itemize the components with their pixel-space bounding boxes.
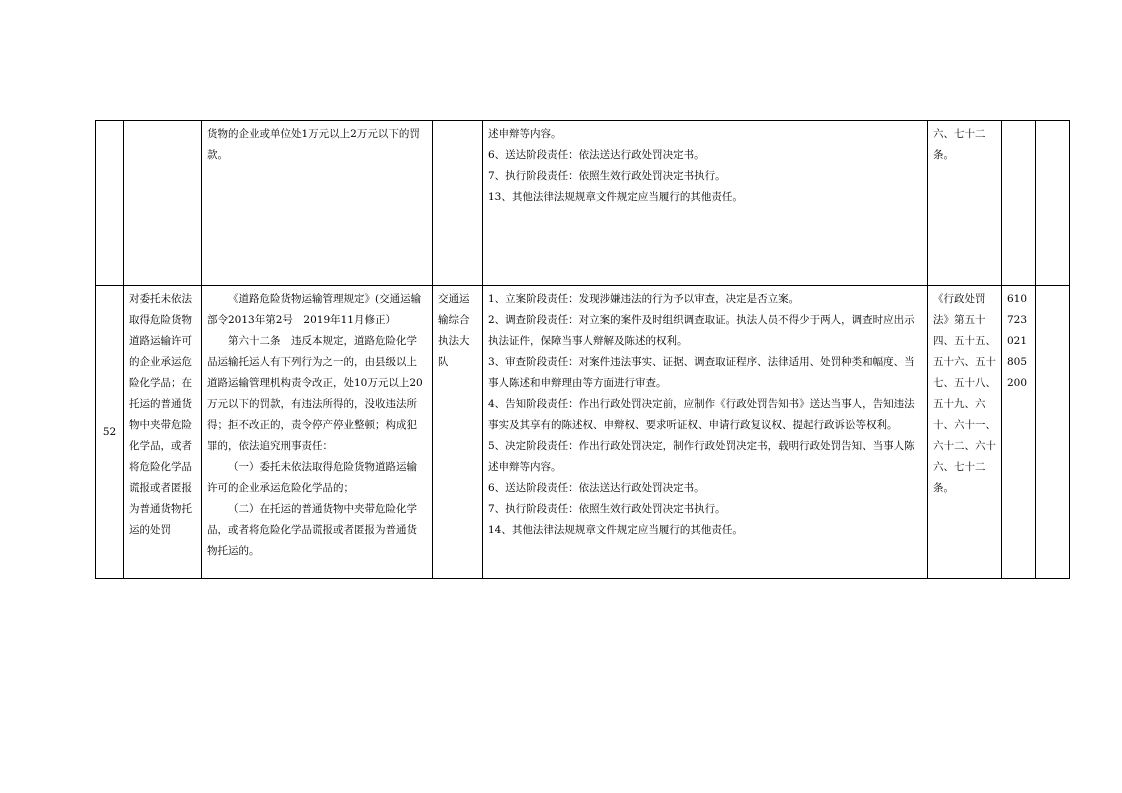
table-body bbox=[96, 121, 1070, 579]
basis-paragraph: 货物的企业或单位处1万元以上2万元以下的罚款。 bbox=[207, 128, 420, 161]
extra-cell-2 bbox=[1036, 286, 1070, 579]
duty-line: 3、审查阶段责任：对案件违法事实、证据、调查取证程序、法律适用、处罚种类和幅度、当事人陈述和申辩理由等方面进行审查。 bbox=[488, 356, 915, 389]
basis-paragraph: （二）在托运的普通货物中夹带危险化学品，或者将危险化学品谎报或者匿报为普通货物托运的。 bbox=[207, 503, 417, 557]
code-segment: 610 bbox=[1007, 293, 1028, 305]
law-cell: 《行政处罚法》第五十四、五十五、五十六、五十七、五十八、五十九、六十、六十一、六十二、六十六、七十二条。 bbox=[928, 286, 1002, 579]
code-segment: 805 bbox=[1007, 356, 1028, 368]
code-segment: 021 bbox=[1007, 335, 1028, 347]
duty-line: 5、决定阶段责任：作出行政处罚决定，制作行政处罚决定书，载明行政处罚告知、当事人陈述申辩等内容。 bbox=[488, 440, 915, 473]
code-segment: 723 bbox=[1007, 314, 1028, 326]
code-cell bbox=[1002, 286, 1036, 579]
duty-line: 7、执行阶段责任：依照生效行政处罚决定书执行。 bbox=[488, 170, 726, 182]
duty-line: 4、告知阶段责任：作出行政处罚决定前，应制作《行政处罚告知书》送达当事人，告知违法事实及其享有的陈述权、申辩权、要求听证权、申请行政复议权、提起行政诉讼等权利。 bbox=[488, 398, 915, 431]
duties-cell bbox=[483, 286, 928, 579]
duty-line: 6、送达阶段责任：依法送达行政处罚决定书。 bbox=[488, 482, 705, 494]
duty-line: 14、其他法律法规规章文件规定应当履行的其他责任。 bbox=[488, 524, 743, 536]
duty-line: 述申辩等内容。 bbox=[488, 128, 562, 140]
extra-cell-2 bbox=[1036, 121, 1070, 286]
basis-cell bbox=[202, 121, 433, 286]
duty-line: 1、立案阶段责任：发现涉嫌违法的行为予以审查，决定是否立案。 bbox=[488, 293, 800, 305]
code-segment: 200 bbox=[1007, 377, 1028, 389]
basis-cell bbox=[202, 286, 433, 579]
basis-paragraph: 第六十二条 违反本规定，道路危险化学品运输托运人有下列行为之一的，由县级以上道路运输管理机构责令改正，处10万元以上20万元以下的罚款，有违法所得的，没收违法所得；拒不改正的，责令停产停业整顿；构成犯罪的，依法追究刑事责任： bbox=[207, 335, 423, 452]
table-row bbox=[96, 121, 1070, 286]
item-cell bbox=[124, 121, 202, 286]
extra-cell-1 bbox=[1002, 121, 1036, 286]
law-cell: 六、七十二条。 bbox=[928, 121, 1002, 286]
duty-line: 6、送达阶段责任：依法送达行政处罚决定书。 bbox=[488, 149, 705, 161]
basis-paragraph: （一）委托未依法取得危险货物道路运输许可的企业承运危险化学品的； bbox=[207, 461, 417, 494]
row-number-cell: 52 bbox=[96, 286, 124, 579]
duties-cell bbox=[483, 121, 928, 286]
item-cell: 对委托未依法取得危险货物道路运输许可的企业承运危险化学品；在托运的普通货物中夹带危险化学品，或者将危险化学品谎报或者匿报为普通货物托运的处罚 bbox=[124, 286, 202, 579]
responsibility-table bbox=[95, 120, 1070, 579]
duty-line: 7、执行阶段责任：依照生效行政处罚决定书执行。 bbox=[488, 503, 726, 515]
table-row bbox=[96, 286, 1070, 579]
dept-cell bbox=[433, 121, 483, 286]
dept-cell: 交通运输综合执法大队 bbox=[433, 286, 483, 579]
duty-line: 13、其他法律法规规章文件规定应当履行的其他责任。 bbox=[488, 191, 743, 203]
duty-line: 2、调查阶段责任：对立案的案件及时组织调查取证。执法人员不得少于两人，调查时应出示执法证件，保障当事人辩解及陈述的权利。 bbox=[488, 314, 915, 347]
basis-paragraph: 《道路危险货物运输管理规定》(交通运输部令2013年第2号 2019年11月修正） bbox=[207, 293, 422, 326]
row-number-cell bbox=[96, 121, 124, 286]
